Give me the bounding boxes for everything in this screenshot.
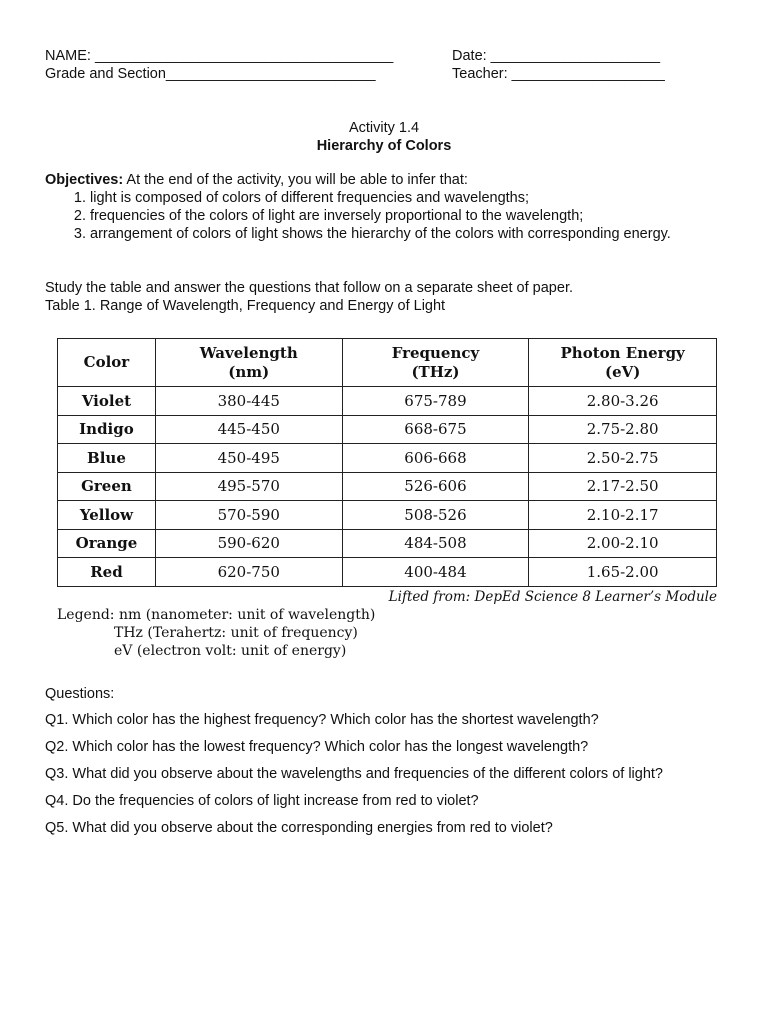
cell-wavelength: 450-495 xyxy=(155,444,342,473)
cell-energy: 2.17-2.50 xyxy=(529,472,717,501)
cell-frequency: 606-668 xyxy=(342,444,529,473)
cell-color: Red xyxy=(58,558,156,587)
cell-wavelength: 380-445 xyxy=(155,387,342,416)
question-item: Q4. Do the frequencies of colors of light increase from red to violet? xyxy=(45,793,479,809)
cell-wavelength: 620-750 xyxy=(155,558,342,587)
name-field: NAME: _____________________________________ xyxy=(45,48,394,64)
objective-item: 2. frequencies of the colors of light are inversely proportional to the wavelength; xyxy=(90,207,671,225)
cell-frequency: 668-675 xyxy=(342,415,529,444)
header-wavelength-label: Wavelength xyxy=(199,343,298,362)
cell-frequency: 526-606 xyxy=(342,472,529,501)
cell-color: Green xyxy=(58,472,156,501)
table-row xyxy=(58,558,717,587)
objective-item: 1. light is composed of colors of different frequencies and wavelengths; xyxy=(90,189,671,207)
table-row xyxy=(58,472,717,501)
objectives-intro: At the end of the activity, you will be able to infer that: xyxy=(123,172,468,188)
date-field: Date: _____________________ xyxy=(452,48,661,64)
source-credit: Lifted from: DepEd Science 8 Learner’s Module xyxy=(388,589,717,605)
objective-item: 3. arrangement of colors of light shows the hierarchy of the colors with corresponding energy. xyxy=(90,225,671,243)
questions-label: Questions: xyxy=(45,686,115,702)
cell-color: Orange xyxy=(58,529,156,558)
objectives-heading xyxy=(45,171,468,189)
table-row xyxy=(58,415,717,444)
question-item: Q5. What did you observe about the corresponding energies from red to violet? xyxy=(45,820,553,836)
cell-color: Indigo xyxy=(58,415,156,444)
objectives-list xyxy=(44,189,671,243)
header-wavelength-unit: (nm) xyxy=(228,362,270,381)
cell-wavelength: 495-570 xyxy=(155,472,342,501)
table-header-row xyxy=(58,339,717,387)
cell-color: Blue xyxy=(58,444,156,473)
cell-frequency: 508-526 xyxy=(342,501,529,530)
teacher-field: Teacher: ___________________ xyxy=(452,66,665,82)
header-energy-unit: (eV) xyxy=(604,362,641,381)
table-row xyxy=(58,387,717,416)
activity-title: Hierarchy of Colors xyxy=(316,138,452,154)
cell-energy: 2.80-3.26 xyxy=(529,387,717,416)
question-item: Q3. What did you observe about the wavelengths and frequencies of the different colors of light? xyxy=(45,766,663,782)
header-frequency-label: Frequency xyxy=(391,343,480,362)
cell-frequency: 675-789 xyxy=(342,387,529,416)
cell-wavelength: 590-620 xyxy=(155,529,342,558)
cell-frequency: 484-508 xyxy=(342,529,529,558)
cell-energy: 2.00-2.10 xyxy=(529,529,717,558)
header-photon-energy xyxy=(529,339,717,387)
cell-wavelength: 445-450 xyxy=(155,415,342,444)
cell-frequency: 400-484 xyxy=(342,558,529,587)
cell-color: Violet xyxy=(58,387,156,416)
header-energy-label: Photon Energy xyxy=(560,343,685,362)
header-frequency-unit: (THz) xyxy=(411,362,460,381)
cell-energy: 1.65-2.00 xyxy=(529,558,717,587)
table-row xyxy=(58,501,717,530)
header-color xyxy=(58,339,156,387)
cell-wavelength: 570-590 xyxy=(155,501,342,530)
grade-section-field: Grade and Section__________________________ xyxy=(45,66,376,82)
cell-color: Yellow xyxy=(58,501,156,530)
cell-energy: 2.75-2.80 xyxy=(529,415,717,444)
table-row xyxy=(58,444,717,473)
legend-line-ev: eV (electron volt: unit of energy) xyxy=(114,643,347,659)
cell-energy: 2.10-2.17 xyxy=(529,501,717,530)
light-properties-table xyxy=(57,338,717,587)
header-wavelength xyxy=(155,339,342,387)
legend-line-nm: Legend: nm (nanometer: unit of wavelength) xyxy=(57,607,376,623)
legend-line-thz: THz (Terahertz: unit of frequency) xyxy=(114,625,358,641)
instructions-text: Study the table and answer the questions that follow on a separate sheet of paper. xyxy=(45,280,573,296)
table-caption: Table 1. Range of Wavelength, Frequency and Energy of Light xyxy=(45,298,446,314)
question-item: Q1. Which color has the highest frequency? Which color has the shortest wavelength? xyxy=(45,712,599,728)
table-row xyxy=(58,529,717,558)
header-color-label: Color xyxy=(83,353,130,371)
activity-number: Activity 1.4 xyxy=(348,120,420,136)
header-frequency xyxy=(342,339,529,387)
cell-energy: 2.50-2.75 xyxy=(529,444,717,473)
question-item: Q2. Which color has the lowest frequency? Which color has the longest wavelength? xyxy=(45,739,589,755)
objectives-label: Objectives: xyxy=(45,172,124,188)
